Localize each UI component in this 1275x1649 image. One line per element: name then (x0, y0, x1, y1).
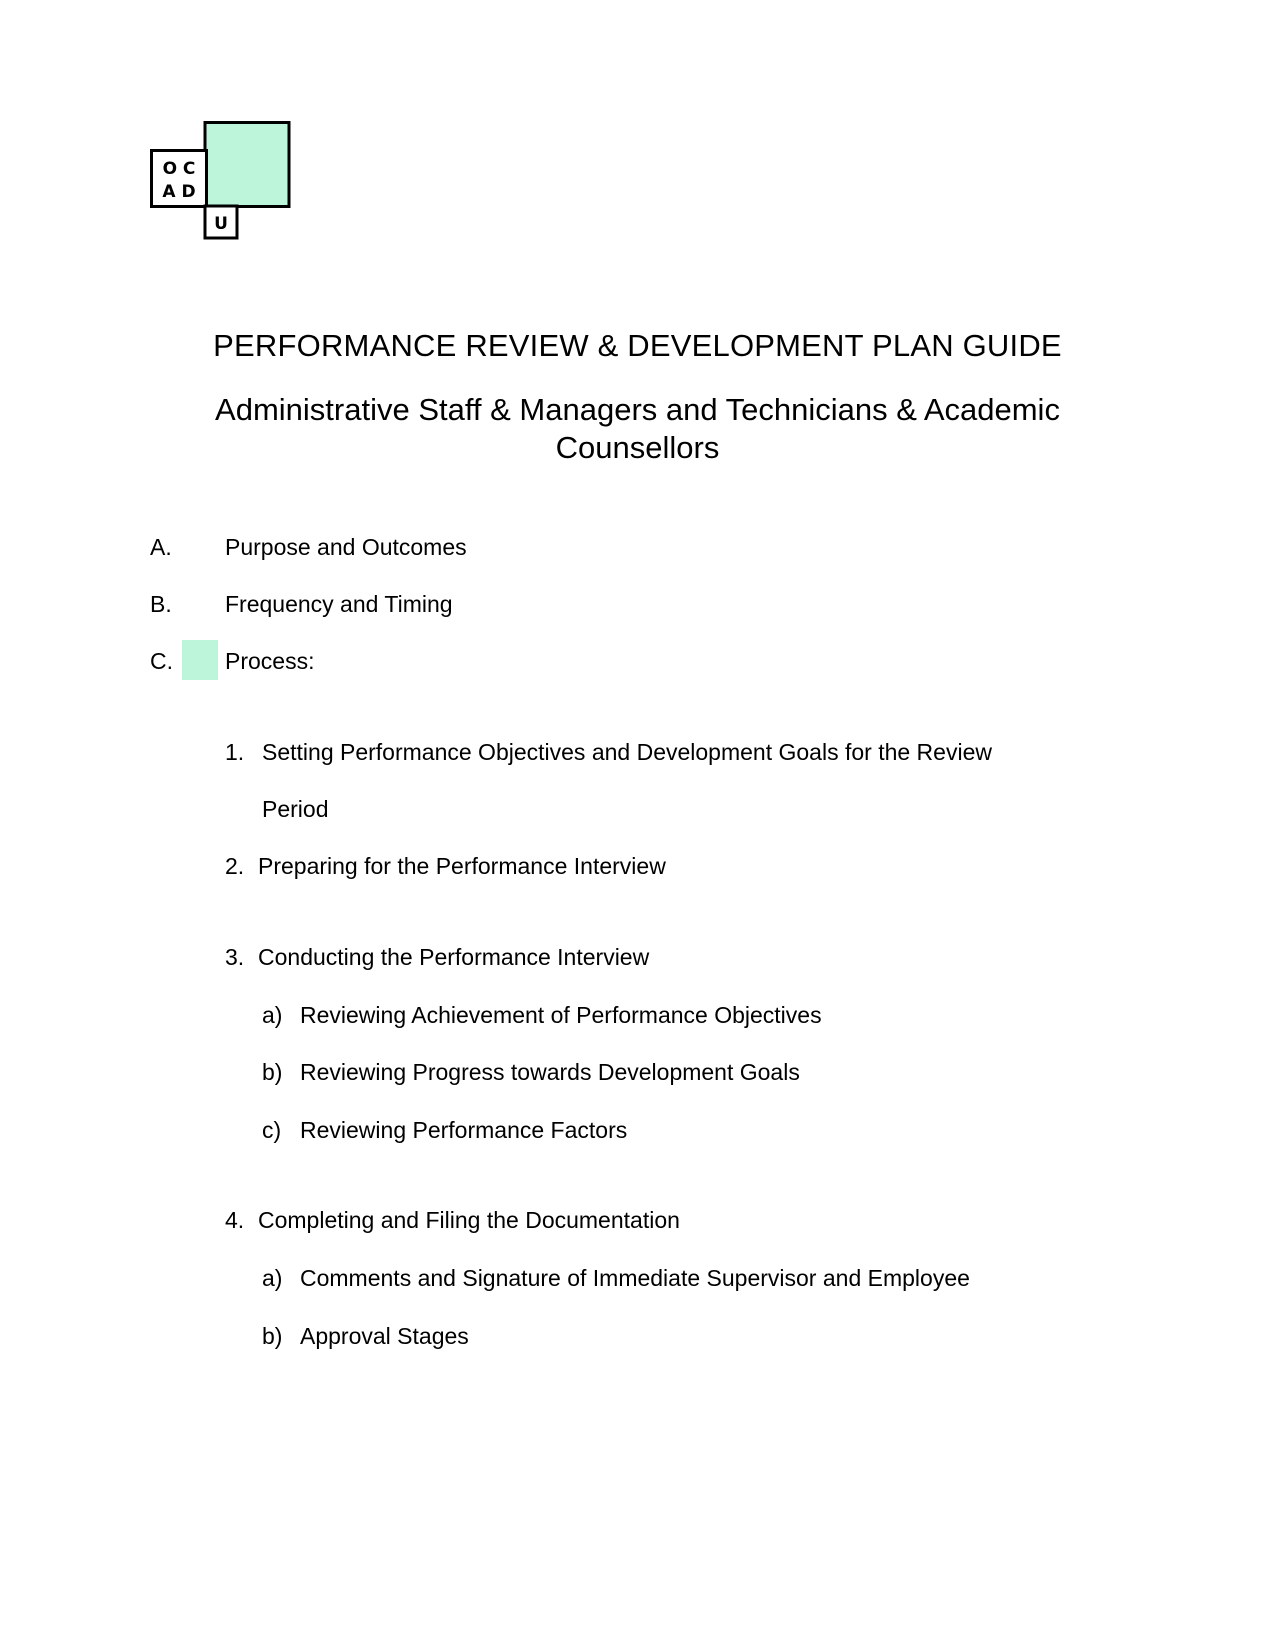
step-4a-marker: a) (262, 1265, 283, 1291)
logo-text-oc: O C (162, 159, 196, 179)
section-c-label: Process: (225, 648, 315, 674)
step-3-label: Conducting the Performance Interview (258, 944, 650, 970)
document-subtitle: Administrative Staff & Managers and Technicians & Academic Counsellors (215, 392, 1060, 465)
step-3a-label: Reviewing Achievement of Performance Objectives (300, 1002, 822, 1028)
logo-text-ad: A D (162, 182, 196, 202)
step-4b-marker: b) (262, 1323, 283, 1349)
step-4-label: Completing and Filing the Documentation (258, 1207, 680, 1233)
highlight-marker (182, 640, 218, 680)
section-b-label: Frequency and Timing (225, 591, 453, 617)
step-1-label-line2: Period (262, 796, 329, 822)
section-a-label: Purpose and Outcomes (225, 534, 467, 560)
step-1-label-line1: Setting Performance Objectives and Development Goals for the Review (262, 739, 992, 765)
step-4-marker: 4. (225, 1207, 245, 1233)
document-title: PERFORMANCE REVIEW & DEVELOPMENT PLAN GUIDE (213, 328, 1062, 363)
step-3b-label: Reviewing Progress towards Development Goals (300, 1059, 800, 1085)
step-4b-label: Approval Stages (300, 1323, 469, 1349)
step-3a-marker: a) (262, 1002, 283, 1028)
section-a-marker: A. (150, 534, 172, 560)
step-3-marker: 3. (225, 944, 245, 970)
step-4a-label: Comments and Signature of Immediate Supervisor and Employee (300, 1265, 970, 1291)
section-b-marker: B. (150, 591, 172, 617)
step-3b-marker: b) (262, 1059, 283, 1085)
logo-text-u: U (214, 214, 228, 234)
step-2-label: Preparing for the Performance Interview (258, 853, 666, 879)
step-1-marker: 1. (225, 739, 245, 765)
step-3c-marker: c) (262, 1117, 282, 1143)
step-2-marker: 2. (225, 853, 245, 879)
ocadu-logo (150, 121, 294, 241)
section-c-marker: C. (150, 648, 173, 674)
step-3c-label: Reviewing Performance Factors (300, 1117, 628, 1143)
logo-accent-square (205, 123, 289, 207)
